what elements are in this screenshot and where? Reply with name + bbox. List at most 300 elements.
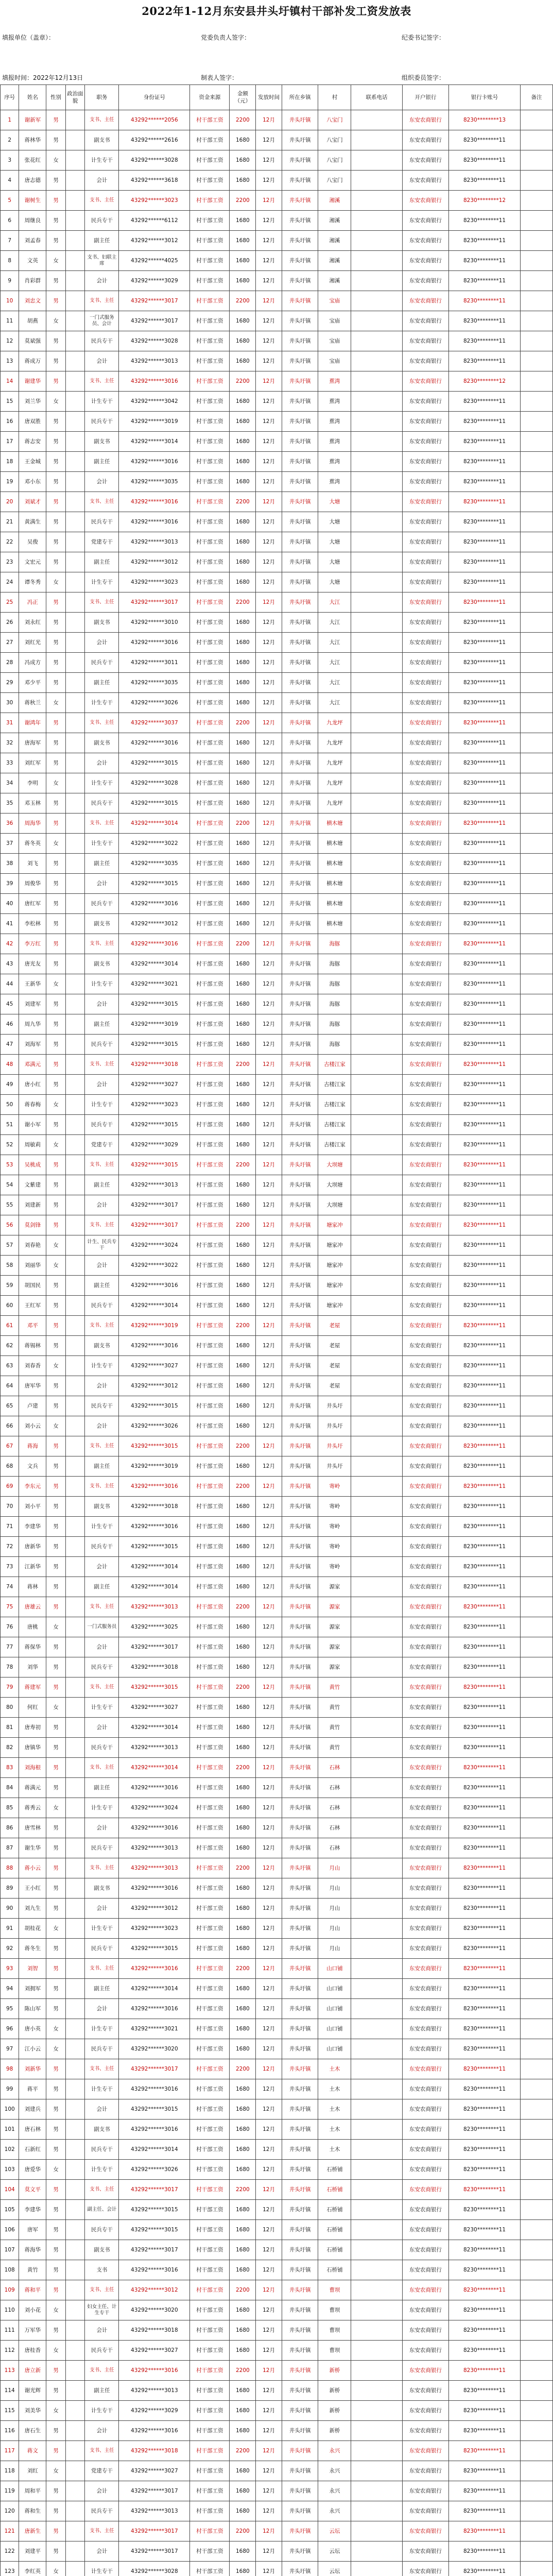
position-cell: 副主任 [85, 452, 119, 472]
account-cell: 8230********11 [449, 1818, 521, 1838]
position-cell: 会计 [85, 1416, 119, 1436]
account-cell: 8230********11 [449, 2381, 521, 2401]
amount-cell: 1680 [230, 1135, 256, 1155]
pay-time-cell: 12月 [256, 2240, 282, 2260]
politics-cell [65, 1577, 84, 1597]
remark-cell [521, 1738, 553, 1758]
fund-source-cell: 村干部工资 [190, 1296, 230, 1316]
position-cell: 支书、主任 [85, 1677, 119, 1698]
row-index: 122 [1, 2541, 19, 2562]
politics-cell [65, 1356, 84, 1376]
pay-time-cell: 12月 [256, 2320, 282, 2341]
bank-cell: 东安农商银行 [402, 1537, 448, 1557]
remark-cell [521, 2220, 553, 2240]
account-cell: 8230********11 [449, 1798, 521, 1818]
table-row [1, 1557, 553, 1577]
town-cell: 井头圩镇 [282, 452, 318, 472]
pay-time-cell: 12月 [256, 1818, 282, 1838]
account-cell: 8230********12 [449, 191, 521, 211]
remark-cell [521, 2341, 553, 2361]
name-cell: 刘智 [19, 1959, 46, 1979]
town-cell: 井头圩镇 [282, 1899, 318, 1919]
table-row [1, 753, 553, 773]
fund-source-cell: 村干部工资 [190, 2562, 230, 2576]
account-cell: 8230********11 [449, 1115, 521, 1135]
remark-cell [521, 1115, 553, 1135]
village-cell: 老屋 [318, 1376, 351, 1396]
pay-time-cell: 12月 [256, 1677, 282, 1698]
amount-cell: 1680 [230, 693, 256, 713]
table-row [1, 1497, 553, 1517]
politics-cell [65, 2381, 84, 2401]
pay-time-cell: 12月 [256, 1456, 282, 1477]
fund-source-cell: 村干部工资 [190, 2160, 230, 2180]
payroll-table [0, 84, 553, 2576]
bank-cell: 东安农商银行 [402, 1798, 448, 1818]
gender-cell: 男 [46, 1878, 65, 1899]
village-cell: 大塘 [318, 552, 351, 572]
bank-cell: 东安农商银行 [402, 2461, 448, 2481]
row-index: 45 [1, 994, 19, 1014]
fund-source-cell: 村干部工资 [190, 1999, 230, 2019]
position-cell: 计生专干 [85, 2079, 119, 2099]
id-number-cell: 43292******3015 [119, 994, 190, 1014]
name-cell: 刘九生 [19, 1899, 46, 1919]
position-cell: 会计 [85, 1075, 119, 1095]
position-cell: 民兵专干 [85, 653, 119, 673]
table-row [1, 1899, 553, 1919]
phone-cell [351, 2260, 402, 2280]
name-cell: 谢建华 [19, 371, 46, 392]
id-number-cell: 43292******3015 [119, 1537, 190, 1557]
name-cell: 李万红 [19, 934, 46, 954]
row-index: 43 [1, 954, 19, 974]
row-index: 18 [1, 452, 19, 472]
village-cell: 云坛 [318, 2521, 351, 2541]
name-cell: 胡燕 [19, 311, 46, 331]
fund-source-cell: 村干部工资 [190, 1979, 230, 1999]
gender-cell: 男 [46, 2501, 65, 2521]
table-row [1, 1758, 553, 1778]
account-cell: 8230********11 [449, 1698, 521, 1718]
id-number-cell: 43292******3013 [119, 1858, 190, 1878]
village-cell: 寄岭 [318, 1557, 351, 1577]
fund-source-cell: 村干部工资 [190, 773, 230, 793]
id-number-cell: 43292******3017 [119, 1637, 190, 1657]
remark-cell [521, 2441, 553, 2461]
town-cell: 井头圩镇 [282, 1979, 318, 1999]
remark-cell [521, 1657, 553, 1677]
position-cell: 会计 [85, 1557, 119, 1577]
fund-source-cell: 村干部工资 [190, 1497, 230, 1517]
bank-cell: 东安农商银行 [402, 1858, 448, 1878]
remark-cell [521, 1316, 553, 1336]
pay-time-cell: 12月 [256, 291, 282, 311]
name-cell: 唐小英 [19, 2019, 46, 2039]
account-cell: 8230********11 [449, 974, 521, 994]
table-row [1, 814, 553, 834]
position-cell: 会计 [85, 2099, 119, 2120]
town-cell: 井头圩镇 [282, 412, 318, 432]
gender-cell: 男 [46, 2361, 65, 2381]
position-cell: 民兵专干 [85, 1035, 119, 1055]
id-number-cell: 43292******3013 [119, 351, 190, 371]
account-cell: 8230********11 [449, 1215, 521, 1235]
id-number-cell: 43292******3020 [119, 2300, 190, 2320]
name-cell: 王金城 [19, 452, 46, 472]
town-cell: 井头圩镇 [282, 934, 318, 954]
pay-time-cell: 12月 [256, 1014, 282, 1035]
amount-cell: 1680 [230, 171, 256, 191]
politics-cell [65, 854, 84, 874]
remark-cell [521, 1456, 553, 1477]
politics-cell [65, 251, 84, 271]
row-index: 96 [1, 2019, 19, 2039]
remark-cell [521, 1095, 553, 1115]
town-cell: 井头圩镇 [282, 954, 318, 974]
politics-cell [65, 572, 84, 592]
pay-time-cell: 12月 [256, 1135, 282, 1155]
pay-time-cell: 12月 [256, 2220, 282, 2240]
remark-cell [521, 874, 553, 894]
town-cell: 井头圩镇 [282, 1677, 318, 1698]
pay-time-cell: 12月 [256, 1919, 282, 1939]
name-cell: 李建华 [19, 2200, 46, 2220]
town-cell: 井头圩镇 [282, 693, 318, 713]
account-cell: 8230********11 [449, 673, 521, 693]
amount-cell: 1680 [230, 793, 256, 814]
politics-cell [65, 1939, 84, 1959]
position-cell: 副支书 [85, 2120, 119, 2140]
name-cell: 胡国民 [19, 1276, 46, 1296]
village-cell: 黄竹 [318, 1677, 351, 1698]
bank-cell: 东安农商银行 [402, 1276, 448, 1296]
row-index: 109 [1, 2280, 19, 2300]
fund-source-cell: 村干部工资 [190, 834, 230, 854]
id-number-cell: 43292******3016 [119, 512, 190, 532]
phone-cell [351, 874, 402, 894]
pay-time-cell: 12月 [256, 1758, 282, 1778]
row-index: 106 [1, 2220, 19, 2240]
name-cell: 李松林 [19, 914, 46, 934]
position-cell: 会计 [85, 1818, 119, 1838]
name-cell: 唐光友 [19, 954, 46, 974]
table-row [1, 412, 553, 432]
pay-time-cell: 12月 [256, 251, 282, 271]
pay-time-cell: 12月 [256, 753, 282, 773]
phone-cell [351, 211, 402, 231]
gender-cell: 男 [46, 1396, 65, 1416]
remark-cell [521, 1617, 553, 1637]
politics-cell [65, 171, 84, 191]
id-number-cell: 43292******3028 [119, 331, 190, 351]
gender-cell: 男 [46, 1999, 65, 2019]
table-row [1, 2521, 553, 2541]
gender-cell: 女 [46, 773, 65, 793]
phone-cell [351, 572, 402, 592]
gender-cell: 男 [46, 673, 65, 693]
fund-source-cell: 村干部工资 [190, 2260, 230, 2280]
phone-cell [351, 1336, 402, 1356]
fund-source-cell: 村干部工资 [190, 2140, 230, 2160]
row-index: 8 [1, 251, 19, 271]
phone-cell [351, 2441, 402, 2461]
bank-cell: 东安农商银行 [402, 2079, 448, 2099]
politics-cell [65, 110, 84, 130]
phone-cell [351, 2160, 402, 2180]
politics-cell [65, 1035, 84, 1055]
account-cell: 8230********11 [449, 1838, 521, 1858]
id-number-cell: 43292******3016 [119, 2361, 190, 2381]
id-number-cell: 43292******3013 [119, 1838, 190, 1858]
bank-cell: 东安农商银行 [402, 2541, 448, 2562]
bank-cell: 东安农商银行 [402, 2421, 448, 2441]
bank-cell: 东安农商银行 [402, 1055, 448, 1075]
row-index: 35 [1, 793, 19, 814]
politics-cell [65, 1497, 84, 1517]
remark-cell [521, 1999, 553, 2019]
village-cell: 源家 [318, 1597, 351, 1617]
politics-cell [65, 1296, 84, 1316]
name-cell: 刘春香 [19, 1356, 46, 1376]
account-cell: 8230********11 [449, 1899, 521, 1919]
remark-cell [521, 854, 553, 874]
id-number-cell: 43292******2056 [119, 110, 190, 130]
fund-source-cell: 村干部工资 [190, 1456, 230, 1477]
town-cell: 井头圩镇 [282, 432, 318, 452]
village-cell: 永兴 [318, 2481, 351, 2501]
account-cell: 8230********11 [449, 1035, 521, 1055]
town-cell: 井头圩镇 [282, 2300, 318, 2320]
fund-source-cell: 村干部工资 [190, 331, 230, 351]
bank-cell: 东安农商银行 [402, 1396, 448, 1416]
phone-cell [351, 2300, 402, 2320]
row-index: 25 [1, 592, 19, 613]
position-cell: 会计 [85, 2421, 119, 2441]
account-cell: 8230********11 [449, 2481, 521, 2501]
town-cell: 井头圩镇 [282, 1055, 318, 1075]
bank-cell: 东安农商银行 [402, 2099, 448, 2120]
table-row [1, 1597, 553, 1617]
politics-cell [65, 1818, 84, 1838]
row-index: 87 [1, 1838, 19, 1858]
politics-cell [65, 130, 84, 150]
name-cell: 刘红 [19, 2461, 46, 2481]
town-cell: 井头圩镇 [282, 773, 318, 793]
village-cell: 月山 [318, 1858, 351, 1878]
fund-source-cell: 村干部工资 [190, 231, 230, 251]
village-cell: 山口铺 [318, 2019, 351, 2039]
column-header: 政治面貌 [65, 85, 84, 110]
name-cell: 唐镇华 [19, 1738, 46, 1758]
name-cell: 蒋和生 [19, 2501, 46, 2521]
position-cell: 民兵专干 [85, 2220, 119, 2240]
town-cell: 井头圩镇 [282, 753, 318, 773]
village-cell: 曹坝 [318, 2280, 351, 2300]
village-cell: 蕉湾 [318, 432, 351, 452]
bank-cell: 东安农商银行 [402, 2401, 448, 2421]
fund-source-cell: 村干部工资 [190, 1175, 230, 1195]
remark-cell [521, 2421, 553, 2441]
remark-cell [521, 1477, 553, 1497]
row-index: 32 [1, 733, 19, 753]
bank-cell: 东安农商银行 [402, 2320, 448, 2341]
row-index: 12 [1, 331, 19, 351]
id-number-cell: 43292******3016 [119, 1999, 190, 2019]
amount-cell: 2200 [230, 110, 256, 130]
remark-cell [521, 512, 553, 532]
table-row [1, 1838, 553, 1858]
id-number-cell: 43292******3016 [119, 934, 190, 954]
politics-cell [65, 1738, 84, 1758]
row-index: 100 [1, 2099, 19, 2120]
account-cell: 8230********11 [449, 633, 521, 653]
phone-cell [351, 1557, 402, 1577]
phone-cell [351, 633, 402, 653]
table-row [1, 432, 553, 452]
row-index: 10 [1, 291, 19, 311]
position-cell: 副支书 [85, 914, 119, 934]
pay-time-cell: 12月 [256, 793, 282, 814]
row-index: 79 [1, 1677, 19, 1698]
account-cell: 8230********11 [449, 1376, 521, 1396]
name-cell: 黄满生 [19, 512, 46, 532]
bank-cell: 东安农商银行 [402, 1959, 448, 1979]
gender-cell: 男 [46, 552, 65, 572]
bank-cell: 东安农商银行 [402, 1758, 448, 1778]
name-cell: 唐军 [19, 2220, 46, 2240]
politics-cell [65, 412, 84, 432]
table-row [1, 1215, 553, 1235]
remark-cell [521, 1175, 553, 1195]
position-cell: 计生专干 [85, 773, 119, 793]
gender-cell: 男 [46, 472, 65, 492]
remark-cell [521, 371, 553, 392]
preparer-label: 制表人签字： [201, 74, 238, 81]
remark-cell [521, 251, 553, 271]
bank-cell: 东安农商银行 [402, 1617, 448, 1637]
gender-cell: 女 [46, 2039, 65, 2059]
row-index: 90 [1, 1899, 19, 1919]
town-cell: 井头圩镇 [282, 793, 318, 814]
fund-source-cell: 村干部工资 [190, 1075, 230, 1095]
table-row [1, 271, 553, 291]
town-cell: 井头圩镇 [282, 572, 318, 592]
name-cell: 莫文平 [19, 2180, 46, 2200]
village-cell: 湘溪 [318, 271, 351, 291]
table-row [1, 2160, 553, 2180]
politics-cell [65, 2280, 84, 2300]
account-cell: 8230********11 [449, 472, 521, 492]
id-number-cell: 43292******3014 [119, 2140, 190, 2160]
account-cell: 8230********11 [449, 2079, 521, 2099]
account-cell: 8230********11 [449, 1436, 521, 1456]
town-cell: 井头圩镇 [282, 2562, 318, 2576]
town-cell: 井头圩镇 [282, 653, 318, 673]
gender-cell: 女 [46, 1356, 65, 1376]
row-index: 107 [1, 2240, 19, 2260]
id-number-cell: 43292******3016 [119, 633, 190, 653]
village-cell: 石林 [318, 1758, 351, 1778]
name-cell: 刘忠文 [19, 291, 46, 311]
position-cell: 计生专干 [85, 693, 119, 713]
gender-cell: 男 [46, 793, 65, 814]
amount-cell: 1680 [230, 994, 256, 1014]
account-cell: 8230********11 [449, 1336, 521, 1356]
town-cell: 井头圩镇 [282, 894, 318, 914]
table-row [1, 1175, 553, 1195]
village-cell: 黄竹 [318, 1718, 351, 1738]
position-cell: 支书、主任 [85, 2059, 119, 2079]
fund-source-cell: 村干部工资 [190, 291, 230, 311]
name-cell: 唐雪林 [19, 1818, 46, 1838]
phone-cell [351, 392, 402, 412]
name-cell: 万军华 [19, 2320, 46, 2341]
town-cell: 井头圩镇 [282, 1115, 318, 1135]
gender-cell: 男 [46, 532, 65, 552]
remark-cell [521, 2541, 553, 2562]
table-row [1, 874, 553, 894]
id-number-cell: 43292******3023 [119, 191, 190, 211]
id-number-cell: 43292******3021 [119, 2019, 190, 2039]
pay-time-cell: 12月 [256, 351, 282, 371]
pay-time-cell: 12月 [256, 1939, 282, 1959]
phone-cell [351, 1396, 402, 1416]
phone-cell [351, 331, 402, 351]
table-row [1, 1617, 553, 1637]
row-index: 99 [1, 2079, 19, 2099]
village-cell: 黄竹 [318, 1738, 351, 1758]
politics-cell [65, 1336, 84, 1356]
remark-cell [521, 1256, 553, 1276]
amount-cell: 1680 [230, 2481, 256, 2501]
account-cell: 8230********11 [449, 914, 521, 934]
id-number-cell: 43292******3013 [119, 2381, 190, 2401]
town-cell: 井头圩镇 [282, 2401, 318, 2421]
fund-source-cell: 村干部工资 [190, 1376, 230, 1396]
row-index: 111 [1, 2320, 19, 2341]
pay-time-cell: 12月 [256, 1376, 282, 1396]
fund-source-cell: 村干部工资 [190, 1235, 230, 1256]
fund-source-cell: 村干部工资 [190, 1155, 230, 1175]
bank-cell: 东安农商银行 [402, 1899, 448, 1919]
phone-cell [351, 2200, 402, 2220]
row-index: 3 [1, 150, 19, 171]
remark-cell [521, 1537, 553, 1557]
name-cell: 冯正 [19, 592, 46, 613]
politics-cell [65, 1436, 84, 1456]
id-number-cell: 43292******3019 [119, 1316, 190, 1336]
phone-cell [351, 1959, 402, 1979]
phone-cell [351, 1497, 402, 1517]
table-row [1, 1718, 553, 1738]
amount-cell: 1680 [230, 1336, 256, 1356]
bank-cell: 东安农商银行 [402, 1436, 448, 1456]
account-cell: 8230********11 [449, 1637, 521, 1657]
phone-cell [351, 1256, 402, 1276]
phone-cell [351, 1597, 402, 1617]
gender-cell: 男 [46, 1175, 65, 1195]
bank-cell: 东安农商银行 [402, 2361, 448, 2381]
remark-cell [521, 1557, 553, 1577]
amount-cell: 1680 [230, 311, 256, 331]
village-cell: 黄竹 [318, 1698, 351, 1718]
fund-source-cell: 村干部工资 [190, 1758, 230, 1778]
name-cell: 蒋小云 [19, 1858, 46, 1878]
politics-cell [65, 2160, 84, 2180]
town-cell: 井头圩镇 [282, 110, 318, 130]
pay-time-cell: 12月 [256, 271, 282, 291]
